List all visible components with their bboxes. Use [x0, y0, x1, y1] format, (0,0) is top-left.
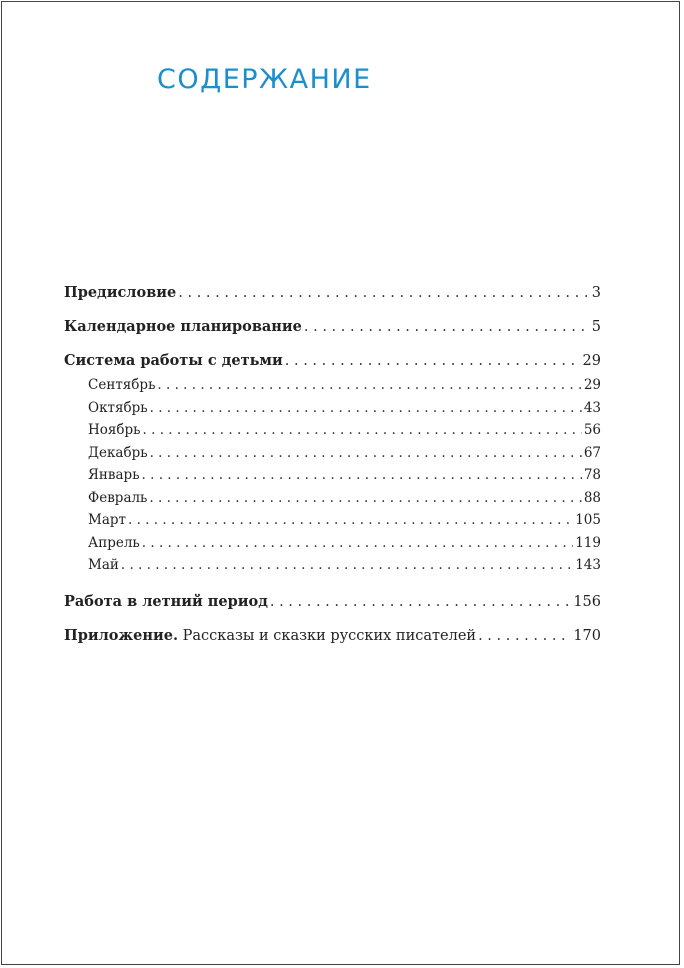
toc-entry-label: Работа в летний период — [64, 592, 268, 610]
toc-page-number: 67 — [583, 444, 601, 461]
toc-page-number: 29 — [582, 353, 601, 369]
toc-entry-march[interactable] — [64, 509, 601, 532]
dot-leader — [142, 532, 573, 555]
toc-entry-system[interactable] — [64, 348, 601, 374]
toc-entry-label: Приложение. — [64, 626, 178, 644]
toc-entry-label: Май — [88, 557, 119, 573]
toc-entry-label-rest: Рассказы и сказки русских писателей — [182, 627, 477, 644]
toc-entry-december[interactable] — [64, 442, 601, 465]
toc-page-number: 105 — [575, 512, 601, 528]
toc-page-number: 156 — [573, 593, 601, 610]
dot-leader — [150, 442, 582, 465]
toc-entry-november[interactable] — [64, 419, 601, 442]
toc-title: СОДЕРЖАНИЕ — [157, 64, 372, 95]
toc-page-number: 5 — [591, 319, 601, 335]
toc-entry-label: Декабрь — [88, 444, 148, 461]
toc-entry-preface[interactable] — [64, 280, 601, 306]
toc-entry-label: Предисловие — [64, 284, 177, 301]
toc-entry-label: Январь — [88, 467, 140, 483]
toc-entry-january[interactable] — [64, 464, 601, 487]
toc-entry-april[interactable] — [64, 532, 601, 555]
toc-page-number: 3 — [591, 285, 601, 301]
toc-entry-label: Ноябрь — [88, 422, 141, 438]
dot-leader — [478, 623, 571, 649]
toc-entry-label: Апрель — [88, 534, 140, 551]
dot-leader — [143, 419, 582, 442]
toc-page-number: 119 — [575, 534, 601, 551]
toc-entry-label: Март — [88, 512, 126, 528]
toc-entry-label-group — [64, 623, 476, 649]
toc-entry-planning[interactable] — [64, 314, 601, 340]
toc-entry-may[interactable] — [64, 554, 601, 577]
toc-entry-february[interactable] — [64, 487, 601, 510]
dot-leader — [128, 509, 573, 532]
toc-page-number: 170 — [573, 627, 601, 644]
toc-entry-label: Система работы с детьми — [64, 352, 283, 369]
toc-page-number: 56 — [583, 422, 601, 438]
toc-page-number: 143 — [575, 557, 601, 573]
toc-entry-summer[interactable] — [64, 589, 601, 615]
toc-page-number: 88 — [583, 489, 601, 506]
toc-page-number: 78 — [583, 467, 601, 483]
toc-page-number: 29 — [583, 377, 601, 393]
toc-entry-october[interactable] — [64, 397, 601, 420]
dot-leader — [285, 348, 581, 374]
dot-leader — [150, 397, 582, 420]
toc-entry-label: Сентябрь — [88, 377, 156, 393]
toc-entry-label: Октябрь — [88, 399, 148, 416]
dot-leader — [121, 554, 573, 577]
dot-leader — [157, 374, 581, 397]
dot-leader — [142, 464, 582, 487]
toc-entry-label: Календарное планирование — [64, 318, 302, 335]
toc-entry-september[interactable] — [64, 374, 601, 397]
table-of-contents — [64, 280, 601, 649]
toc-page-number: 43 — [583, 399, 601, 416]
dot-leader — [149, 487, 581, 510]
dot-leader — [304, 314, 590, 340]
dot-leader — [178, 280, 590, 306]
toc-entry-appendix[interactable] — [64, 623, 601, 649]
toc-entry-label: Февраль — [88, 489, 148, 506]
dot-leader — [270, 589, 571, 615]
